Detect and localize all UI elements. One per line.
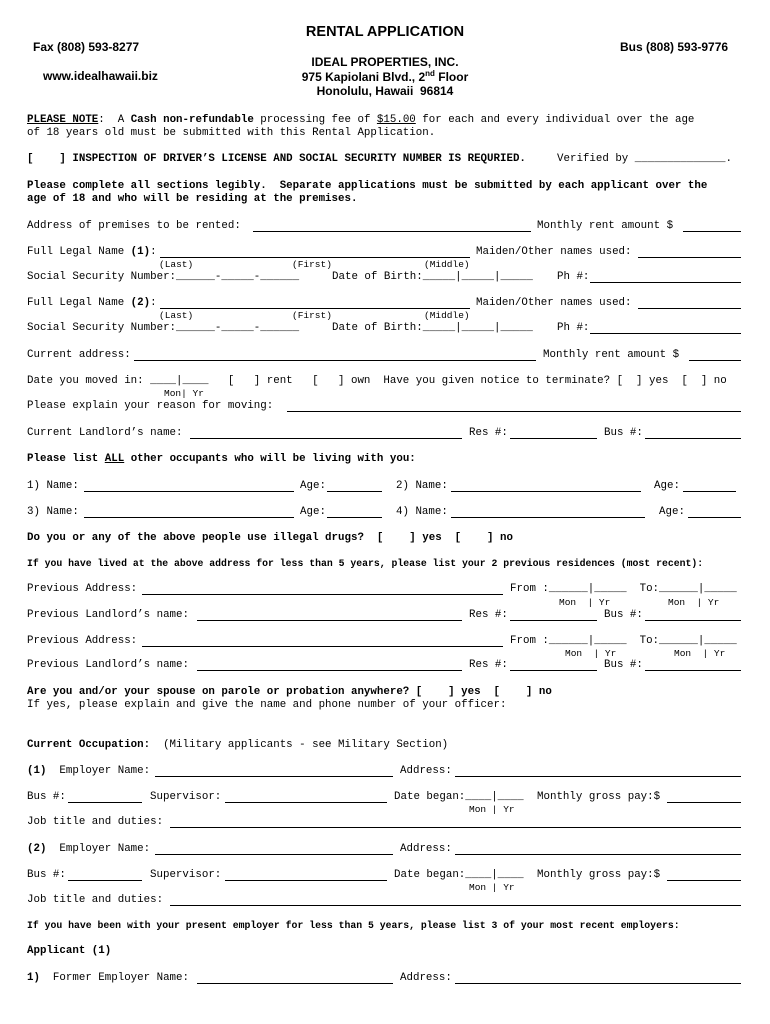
occupant4-age-label: Age: — [659, 506, 685, 518]
current-landlord-label: Current Landlord’s name: — [27, 427, 183, 439]
reason-field[interactable] — [287, 411, 741, 412]
occupant1-age-field[interactable] — [327, 491, 382, 492]
current-bus-label: Bus #: — [604, 427, 643, 439]
moved-in-mon-yr: Mon| Yr — [164, 388, 204, 399]
occupant4-name-field[interactable] — [451, 517, 645, 518]
previous1-res-field[interactable] — [510, 620, 597, 621]
previous1-address-label: Previous Address: — [27, 583, 138, 595]
fee-note-line2: of 18 years old must be submitted with this Rental Application. — [27, 127, 436, 139]
parole-explain: If yes, please explain and give the name and phone number of your officer: — [27, 699, 507, 711]
applicant2-name-label: Full Legal Name (2): — [27, 297, 157, 309]
employer2-job-label: Job title and duties: — [27, 894, 164, 906]
previous2-res-label: Res #: — [469, 659, 508, 671]
moved-in-row[interactable]: Date you moved in: ____|____ [ ] rent [ ] own Have you given notice to terminate? [ ] yes [ ] no — [27, 375, 727, 387]
previous2-landlord-field[interactable] — [197, 670, 462, 671]
applicant1-last-caption: (Last) — [159, 259, 194, 270]
employer1-gross-field[interactable] — [667, 802, 741, 803]
former-employer1-field[interactable] — [197, 983, 393, 984]
previous1-bus-label: Bus #: — [604, 609, 643, 621]
previous2-address-field[interactable] — [142, 646, 503, 647]
occupant4-age-field[interactable] — [688, 517, 741, 518]
previous1-to-mon-yr: Mon | Yr — [668, 597, 720, 608]
employer1-supervisor-label: Supervisor: — [150, 791, 222, 803]
current-bus-field[interactable] — [645, 438, 741, 439]
employer2-date-began[interactable]: Date began:____|____ — [394, 869, 524, 881]
previous1-address-field[interactable] — [142, 594, 503, 595]
reason-label: Please explain your reason for moving: — [27, 400, 274, 412]
former-applicant-label: Applicant (1) — [27, 945, 112, 957]
previous1-from-mon-yr: Mon | Yr — [559, 597, 611, 608]
occupation-heading: Current Occupation: (Military applicants - see Military Section) — [27, 739, 449, 751]
current-address-label: Current address: — [27, 349, 131, 361]
occupant2-name-label: 2) Name: — [396, 480, 448, 492]
fax-number: Fax (808) 593-8277 — [33, 40, 140, 54]
applicant1-ssn[interactable]: Social Security Number:______-_____-______ — [27, 271, 300, 283]
bus-number: Bus (808) 593-9776 — [620, 40, 729, 54]
employer2-gross-label: Monthly gross pay:$ — [537, 869, 661, 881]
applicant1-name-label: Full Legal Name (1): — [27, 246, 157, 258]
drugs-question[interactable]: Do you or any of the above people use illegal drugs? [ ] yes [ ] no — [27, 532, 513, 544]
instructions-line2: age of 18 and who will be residing at the premises. — [27, 193, 358, 205]
previous2-bus-label: Bus #: — [604, 659, 643, 671]
parole-question[interactable]: Are you and/or your spouse on parole or probation anywhere? [ ] yes [ ] no — [27, 686, 552, 698]
fee-note: PLEASE NOTE: A Cash non-refundable processing fee of $15.00 for each and every individual over the age — [27, 114, 695, 126]
former-employer1-label: 1) Former Employer Name: — [27, 972, 189, 984]
company-address: 975 Kapiolani Blvd., 2nd Floor — [301, 69, 469, 84]
applicant1-dob[interactable]: Date of Birth:_____|_____|_____ — [332, 271, 533, 283]
occupant2-age-field[interactable] — [683, 491, 736, 492]
current-res-label: Res #: — [469, 427, 508, 439]
previous2-landlord-label: Previous Landlord’s name: — [27, 659, 189, 671]
employer2-bus-label: Bus #: — [27, 869, 66, 881]
applicant2-ssn[interactable]: Social Security Number:______-_____-______ — [27, 322, 300, 334]
applicant2-phone-label: Ph #: — [557, 322, 590, 334]
previous2-from-to[interactable]: From :______|_____ To:______|_____ — [510, 635, 737, 647]
employer2-supervisor-field[interactable] — [225, 880, 387, 881]
occupant2-age-label: Age: — [654, 480, 680, 492]
former-employers-heading: If you have been with your present employer for less than 5 years, please list 3 of your most recent employers: — [27, 920, 680, 931]
current-landlord-field[interactable] — [190, 438, 462, 439]
occupants-heading: Please list ALL other occupants who will be living with you: — [27, 453, 416, 465]
applicant2-name-field[interactable] — [160, 308, 470, 309]
employer1-bus-field[interactable] — [68, 802, 142, 803]
employer1-date-began[interactable]: Date began:____|____ — [394, 791, 524, 803]
employer1-bus-label: Bus #: — [27, 791, 66, 803]
employer2-name-field[interactable] — [155, 854, 393, 855]
inspection-checkbox[interactable]: [ ] INSPECTION OF DRIVER’S LICENSE AND SOCIAL SECURITY NUMBER IS REQURIED. — [27, 153, 526, 165]
employer2-bus-field[interactable] — [68, 880, 142, 881]
employer1-job-label: Job title and duties: — [27, 816, 164, 828]
occupant4-name-label: 4) Name: — [396, 506, 448, 518]
previous1-landlord-field[interactable] — [197, 620, 462, 621]
applicant1-first-caption: (First) — [292, 259, 332, 270]
employer1-address-field[interactable] — [455, 776, 741, 777]
applicant2-first-caption: (First) — [292, 310, 332, 321]
applicant1-phone-label: Ph #: — [557, 271, 590, 283]
previous2-to-mon-yr: Mon | Yr — [674, 648, 726, 659]
previous-heading: If you have lived at the above address for less than 5 years, please list your 2 previous residences (most recent): — [27, 558, 704, 569]
employer1-supervisor-field[interactable] — [225, 802, 387, 803]
previous1-res-label: Res #: — [469, 609, 508, 621]
form-title: RENTAL APPLICATION — [305, 24, 465, 40]
employer2-address-field[interactable] — [455, 854, 741, 855]
premises-address-label: Address of premises to be rented: — [27, 220, 241, 232]
employer1-name-field[interactable] — [155, 776, 393, 777]
current-rent-field[interactable] — [689, 360, 741, 361]
applicant2-maiden-label: Maiden/Other names used: — [476, 297, 632, 309]
occupant3-age-field[interactable] — [327, 517, 382, 518]
employer2-gross-field[interactable] — [667, 880, 741, 881]
employer1-mon-yr: Mon | Yr — [469, 804, 515, 815]
current-res-field[interactable] — [510, 438, 597, 439]
applicant2-dob[interactable]: Date of Birth:_____|_____|_____ — [332, 322, 533, 334]
applicant1-name-field[interactable] — [160, 257, 470, 258]
company-city: Honolulu, Hawaii 96814 — [316, 84, 454, 98]
premises-rent-label: Monthly rent amount $ — [537, 220, 674, 232]
employer1-gross-label: Monthly gross pay:$ — [537, 791, 661, 803]
employer2-job-field[interactable] — [170, 905, 741, 906]
employer2-supervisor-label: Supervisor: — [150, 869, 222, 881]
employer2-address-label: Address: — [400, 843, 452, 855]
premises-address-field[interactable] — [253, 231, 531, 232]
applicant1-middle-caption: (Middle) — [424, 259, 470, 270]
occupant3-age-label: Age: — [300, 506, 326, 518]
previous2-from-mon-yr: Mon | Yr — [565, 648, 617, 659]
occupant1-name-field[interactable] — [84, 491, 294, 492]
previous2-bus-field[interactable] — [645, 670, 741, 671]
website[interactable]: www.idealhawaii.biz — [43, 69, 158, 83]
occupant3-name-field[interactable] — [84, 517, 294, 518]
employer2-name-label: (2) Employer Name: — [27, 843, 151, 855]
employer1-job-field[interactable] — [170, 827, 741, 828]
applicant2-maiden-field[interactable] — [638, 308, 741, 309]
employer1-name-label: (1) Employer Name: — [27, 765, 151, 777]
occupant1-name-label: 1) Name: — [27, 480, 79, 492]
verified-by[interactable]: Verified by ______________. — [557, 153, 732, 165]
current-rent-label: Monthly rent amount $ — [543, 349, 680, 361]
instructions-line1: Please complete all sections legibly. Separate applications must be submitted by each applicant over the — [27, 180, 708, 192]
applicant1-phone-field[interactable] — [590, 282, 741, 283]
occupant1-age-label: Age: — [300, 480, 326, 492]
applicant2-phone-field[interactable] — [590, 333, 741, 334]
previous1-bus-field[interactable] — [645, 620, 741, 621]
current-address-field[interactable] — [134, 360, 536, 361]
employer2-mon-yr: Mon | Yr — [469, 882, 515, 893]
previous2-res-field[interactable] — [510, 670, 597, 671]
occupant3-name-label: 3) Name: — [27, 506, 79, 518]
applicant1-maiden-label: Maiden/Other names used: — [476, 246, 632, 258]
occupant2-name-field[interactable] — [451, 491, 641, 492]
premises-rent-field[interactable] — [683, 231, 741, 232]
applicant2-last-caption: (Last) — [159, 310, 194, 321]
previous1-from-to[interactable]: From :______|_____ To:______|_____ — [510, 583, 737, 595]
applicant1-maiden-field[interactable] — [638, 257, 741, 258]
employer1-address-label: Address: — [400, 765, 452, 777]
company-name: IDEAL PROPERTIES, INC. — [311, 55, 459, 69]
applicant2-middle-caption: (Middle) — [424, 310, 470, 321]
former-employer1-address-field[interactable] — [455, 983, 741, 984]
former-employer1-address-label: Address: — [400, 972, 452, 984]
previous1-landlord-label: Previous Landlord’s name: — [27, 609, 189, 621]
previous2-address-label: Previous Address: — [27, 635, 138, 647]
